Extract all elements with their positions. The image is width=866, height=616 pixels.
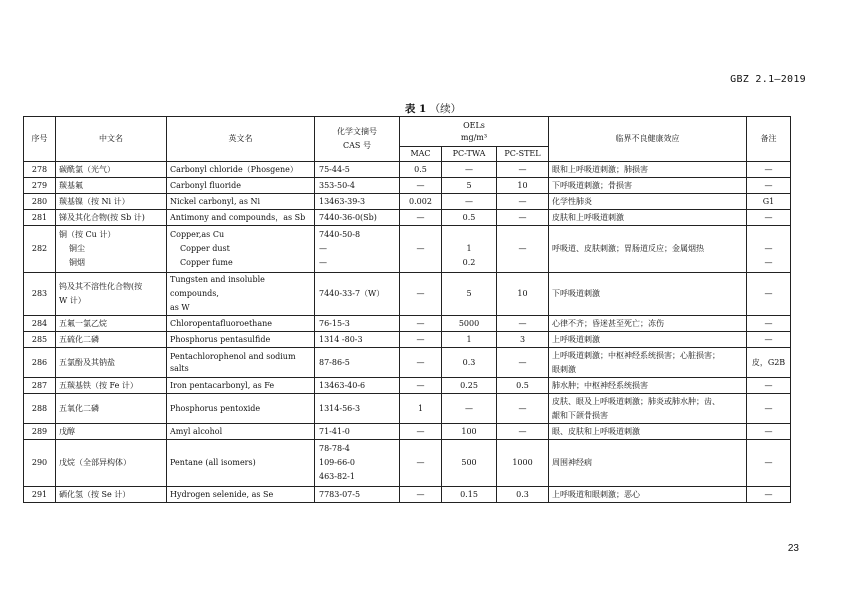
en-line: Copper,as Cu	[170, 230, 225, 239]
cell-stel: —	[497, 210, 549, 226]
twa-line	[445, 228, 493, 242]
cell-cn: 戊烷（全部异构体）	[56, 440, 167, 487]
cell-cn: 羰基氟	[56, 178, 167, 194]
cell-note: —	[747, 273, 791, 316]
cell-no: 278	[24, 162, 56, 178]
cell-no: 281	[24, 210, 56, 226]
cell-note: —	[747, 332, 791, 348]
cell-cn: 戊醇	[56, 424, 167, 440]
cell-cn: 五氧化二磷	[56, 394, 167, 424]
effect-line: 龈和下颌骨损害	[552, 410, 609, 420]
page-number: 23	[787, 543, 799, 554]
cell-effect: 上呼吸道和眼刺激；恶心	[549, 487, 747, 503]
cell-no: 286	[24, 348, 56, 378]
cell-cas: 87-86-5	[315, 348, 400, 378]
cell-cn: 碳酰氯（光气）	[56, 162, 167, 178]
cell-effect: 呼吸道、皮肤刺激；胃肠道反应；金属烟热	[549, 226, 747, 273]
cell-en	[167, 226, 315, 273]
effect-line: 眼刺激	[552, 364, 577, 374]
twa-line: 1	[466, 244, 472, 253]
cell-note: —	[747, 178, 791, 194]
cell-note	[747, 226, 791, 273]
cell-mac: —	[400, 332, 442, 348]
cell-note: —	[747, 378, 791, 394]
en-line: Copper fume	[180, 258, 233, 267]
cell-mac: 0.5	[400, 162, 442, 178]
table-row	[24, 348, 791, 378]
cell-note: 皮，G2B	[747, 348, 791, 378]
cell-stel: 10	[497, 273, 549, 316]
col-header-cas	[315, 117, 400, 162]
table-row	[24, 394, 791, 424]
cell-note: —	[747, 424, 791, 440]
table-row	[24, 378, 791, 394]
cell-twa	[442, 226, 497, 273]
cell-en: Hydrogen selenide, as Se	[167, 487, 315, 503]
cell-en: Pentachlorophenol and sodium salts	[167, 348, 315, 378]
cell-note: G1	[747, 194, 791, 210]
standard-code: GBZ 2.1—2019	[730, 74, 806, 85]
cell-twa: 5	[442, 178, 497, 194]
cell-twa: 5000	[442, 316, 497, 332]
cell-cas: 13463-40-6	[315, 378, 400, 394]
cn-line: W 计）	[59, 296, 86, 305]
cell-no: 284	[24, 316, 56, 332]
cell-effect: 眼和上呼吸道刺激；肺损害	[549, 162, 747, 178]
cell-cas: 76-15-3	[315, 316, 400, 332]
cell-twa: —	[442, 194, 497, 210]
cell-effect: 周围神经病	[549, 440, 747, 487]
cell-twa: —	[442, 162, 497, 178]
table-title: 表 1	[404, 103, 427, 115]
cell-cas	[315, 226, 400, 273]
cell-en: Pentane (all isomers)	[167, 440, 315, 487]
table-row	[24, 487, 791, 503]
cell-twa: 0.15	[442, 487, 497, 503]
cell-note: —	[747, 316, 791, 332]
cn-line: 钨及其不溶性化合物(按	[59, 282, 143, 291]
cell-cn: 五氯酚及其钠盐	[56, 348, 167, 378]
oels-label: OELs	[463, 120, 485, 130]
cell-cn: 锑及其化合物(按 Sb 计)	[56, 210, 167, 226]
effect-line: 皮肤、眼及上呼吸道刺激；肺炎或肺水肿；齿、	[552, 396, 721, 406]
table-row	[24, 424, 791, 440]
cell-twa: 0.3	[442, 348, 497, 378]
cell-effect: 肺水肿；中枢神经系统损害	[549, 378, 747, 394]
cell-no: 287	[24, 378, 56, 394]
oels-table	[23, 116, 791, 503]
twa-line: 0.2	[462, 258, 476, 267]
cas-line: 463-82-1	[319, 472, 355, 481]
cell-cas: 7440-36-0(Sb)	[315, 210, 400, 226]
cell-cas: 71-41-0	[315, 424, 400, 440]
cell-effect: 下呼吸道刺激；骨损害	[549, 178, 747, 194]
cell-en: Amyl alcohol	[167, 424, 315, 440]
cell-twa: 100	[442, 424, 497, 440]
cell-cas: 1314-56-3	[315, 394, 400, 424]
cell-cn: 五羰基铁（按 Fe 计）	[56, 378, 167, 394]
cell-en	[167, 273, 315, 316]
cell-mac: —	[400, 226, 442, 273]
cell-stel: 1000	[497, 440, 549, 487]
cell-twa: 0.25	[442, 378, 497, 394]
cas-line: —	[319, 258, 327, 267]
cell-effect	[549, 348, 747, 378]
cell-twa: 5	[442, 273, 497, 316]
cell-stel: —	[497, 226, 549, 273]
table-row	[24, 332, 791, 348]
cell-cas	[315, 440, 400, 487]
cas-header-line2: CAS 号	[343, 141, 371, 150]
col-header-oels	[400, 117, 549, 147]
table-continued-label: （续）	[429, 103, 462, 115]
cn-line: 铜尘	[69, 244, 85, 253]
cell-cas: 13463-39-3	[315, 194, 400, 210]
cell-note: —	[747, 394, 791, 424]
oels-unit: mg/m³	[460, 132, 488, 142]
note-line: —	[764, 244, 773, 253]
cell-mac: —	[400, 440, 442, 487]
table-row	[24, 194, 791, 210]
cell-stel: —	[497, 394, 549, 424]
cell-cn	[56, 273, 167, 316]
cell-en: Carbonyl chloride（Phosgene）	[167, 162, 315, 178]
cell-stel: 0.5	[497, 378, 549, 394]
cell-en: Phosphorus pentoxide	[167, 394, 315, 424]
col-header-pc-stel: PC-STEL	[497, 147, 549, 162]
col-header-mac: MAC	[400, 147, 442, 162]
cell-note: —	[747, 210, 791, 226]
cell-stel: —	[497, 316, 549, 332]
cell-cn: 五氟一氯乙烷	[56, 316, 167, 332]
cell-stel: —	[497, 162, 549, 178]
col-header-pc-twa: PC-TWA	[442, 147, 497, 162]
cell-mac: —	[400, 178, 442, 194]
cell-no: 291	[24, 487, 56, 503]
table-row	[24, 440, 791, 487]
cell-no: 289	[24, 424, 56, 440]
cell-mac: —	[400, 487, 442, 503]
col-header-chinese-name: 中文名	[56, 117, 167, 162]
cn-line: 铜烟	[69, 258, 85, 267]
cell-stel: 0.3	[497, 487, 549, 503]
table-row	[24, 226, 791, 273]
cell-cas: 1314 -80-3	[315, 332, 400, 348]
cell-cn	[56, 226, 167, 273]
cell-cas: 353-50-4	[315, 178, 400, 194]
cell-cas: 7783-07-5	[315, 487, 400, 503]
cell-no: 279	[24, 178, 56, 194]
cell-twa: 1	[442, 332, 497, 348]
col-header-note: 备注	[747, 117, 791, 162]
cell-en: Nickel carbonyl, as Ni	[167, 194, 315, 210]
cas-header-line1: 化学文摘号	[337, 127, 377, 136]
table-row	[24, 210, 791, 226]
cell-stel: —	[497, 348, 549, 378]
en-line: Tungsten and insoluble compounds,	[170, 275, 265, 298]
cell-cn: 硒化氢（按 Se 计）	[56, 487, 167, 503]
cell-effect: 下呼吸道刺激	[549, 273, 747, 316]
cell-en: Carbonyl fluoride	[167, 178, 315, 194]
cell-twa: —	[442, 394, 497, 424]
cell-cas: 7440-33-7（W）	[315, 273, 400, 316]
col-header-english-name: 英文名	[167, 117, 315, 162]
cas-line: 109-66-0	[319, 458, 355, 467]
cell-effect: 眼、皮肤和上呼吸道刺激	[549, 424, 747, 440]
cell-en: Chloropentafluoroethane	[167, 316, 315, 332]
cell-mac: —	[400, 210, 442, 226]
col-header-health-effect: 临界不良健康效应	[549, 117, 747, 162]
cell-no: 288	[24, 394, 56, 424]
cell-stel: —	[497, 424, 549, 440]
cell-cn: 五硫化二磷	[56, 332, 167, 348]
cell-cas: 75-44-5	[315, 162, 400, 178]
cell-mac: 0.002	[400, 194, 442, 210]
cell-no: 285	[24, 332, 56, 348]
cell-cn: 羰基镍（按 Ni 计）	[56, 194, 167, 210]
cell-twa: 500	[442, 440, 497, 487]
cell-en: Phosphorus pentasulfide	[167, 332, 315, 348]
table-row	[24, 162, 791, 178]
cell-note: —	[747, 162, 791, 178]
cell-stel: 3	[497, 332, 549, 348]
cell-mac: —	[400, 378, 442, 394]
table-row	[24, 273, 791, 316]
table-row	[24, 316, 791, 332]
cas-line: —	[319, 244, 327, 253]
note-line: —	[764, 258, 773, 267]
cell-mac: 1	[400, 394, 442, 424]
cell-mac: —	[400, 273, 442, 316]
cell-en: Iron pentacarbonyl, as Fe	[167, 378, 315, 394]
note-line	[750, 228, 787, 242]
cell-no: 283	[24, 273, 56, 316]
cas-line: 78-78-4	[319, 444, 350, 453]
cell-effect: 心律不齐；昏迷甚至死亡；冻伤	[549, 316, 747, 332]
cell-en: Antimony and compounds，as Sb	[167, 210, 315, 226]
cas-line: 7440-50-8	[319, 230, 361, 239]
cell-no: 290	[24, 440, 56, 487]
effect-line: 上呼吸道刺激；中枢神经系统损害；心脏损害；	[552, 350, 721, 360]
cell-twa: 0.5	[442, 210, 497, 226]
cell-no: 282	[24, 226, 56, 273]
cell-effect: 皮肤和上呼吸道刺激	[549, 210, 747, 226]
cell-mac: —	[400, 424, 442, 440]
cell-note: —	[747, 487, 791, 503]
cn-line: 铜（按 Cu 计）	[59, 230, 116, 239]
cell-no: 280	[24, 194, 56, 210]
en-line: as W	[170, 303, 190, 312]
cell-stel: 10	[497, 178, 549, 194]
en-line: Copper dust	[180, 244, 230, 253]
cell-effect: 上呼吸道刺激	[549, 332, 747, 348]
cell-stel: —	[497, 194, 549, 210]
cell-effect	[549, 394, 747, 424]
cell-mac: —	[400, 348, 442, 378]
cell-effect: 化学性肺炎	[549, 194, 747, 210]
col-header-no: 序号	[24, 117, 56, 162]
table-caption	[0, 101, 866, 116]
cell-mac: —	[400, 316, 442, 332]
cell-note: —	[747, 440, 791, 487]
table-row	[24, 178, 791, 194]
